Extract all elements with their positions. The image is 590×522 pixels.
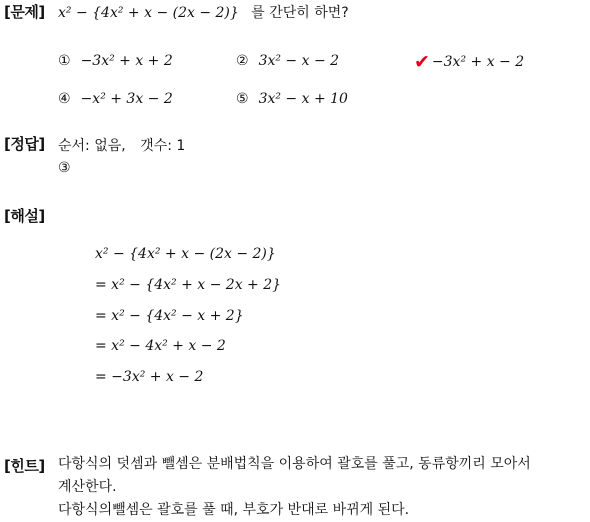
choice-expression: −3x² + x + 2 xyxy=(80,53,173,69)
hint-line: 다항식의 덧셈과 뺄셈은 분배법칙을 이용하여 괄호를 풀고, 동류항끼리 모아서 xyxy=(58,456,531,472)
choice-number: ② xyxy=(236,53,249,69)
answer-order: 순서: 없음, xyxy=(58,138,126,154)
solution-tag: [해설] xyxy=(4,207,45,225)
answer-tag: [정답] xyxy=(4,135,45,153)
hint-tag: [힌트] xyxy=(4,457,45,475)
question-math: x² − {4x² + x − (2x − 2)} xyxy=(58,5,239,21)
choice-1[interactable] xyxy=(58,53,173,69)
choice-number: ① xyxy=(58,53,71,69)
choice-number: ⑤ xyxy=(236,91,249,107)
choice-2[interactable] xyxy=(236,53,339,69)
problem-tag: [문제] xyxy=(4,3,45,21)
solution-step: = x² − {4x² + x − 2x + 2} xyxy=(95,277,282,293)
choice-expression: 3x² − x + 10 xyxy=(258,91,348,107)
question xyxy=(58,2,349,22)
solution-step: = x² − {4x² − x + 2} xyxy=(95,308,244,324)
check-mark-icon: ✔ xyxy=(414,51,430,73)
choice-expression: −x² + 3x − 2 xyxy=(80,91,173,107)
choice-4[interactable] xyxy=(58,91,173,107)
choice-3[interactable] xyxy=(414,51,524,73)
hint-line: 다항식의뺄셈은 괄호를 풀 때, 부호가 반대로 바뀌게 된다. xyxy=(58,502,410,518)
solution-step: = −3x² + x − 2 xyxy=(95,369,204,385)
solution-step: = x² − 4x² + x − 2 xyxy=(95,338,226,354)
choice-number: ④ xyxy=(58,91,71,107)
choice-expression: 3x² − x − 2 xyxy=(258,53,340,69)
hint-line: 계산한다. xyxy=(58,479,117,495)
answer-value: ③ xyxy=(58,160,71,176)
solution-step: x² − {4x² + x − (2x − 2)} xyxy=(95,246,276,262)
choice-expression: −3x² + x − 2 xyxy=(431,54,525,70)
choice-5[interactable] xyxy=(236,91,348,107)
answer-count: 갯수: 1 xyxy=(140,138,186,154)
hint-body xyxy=(58,453,531,522)
question-text: 를 간단히 하면? xyxy=(251,5,349,21)
answer-meta xyxy=(58,135,185,155)
